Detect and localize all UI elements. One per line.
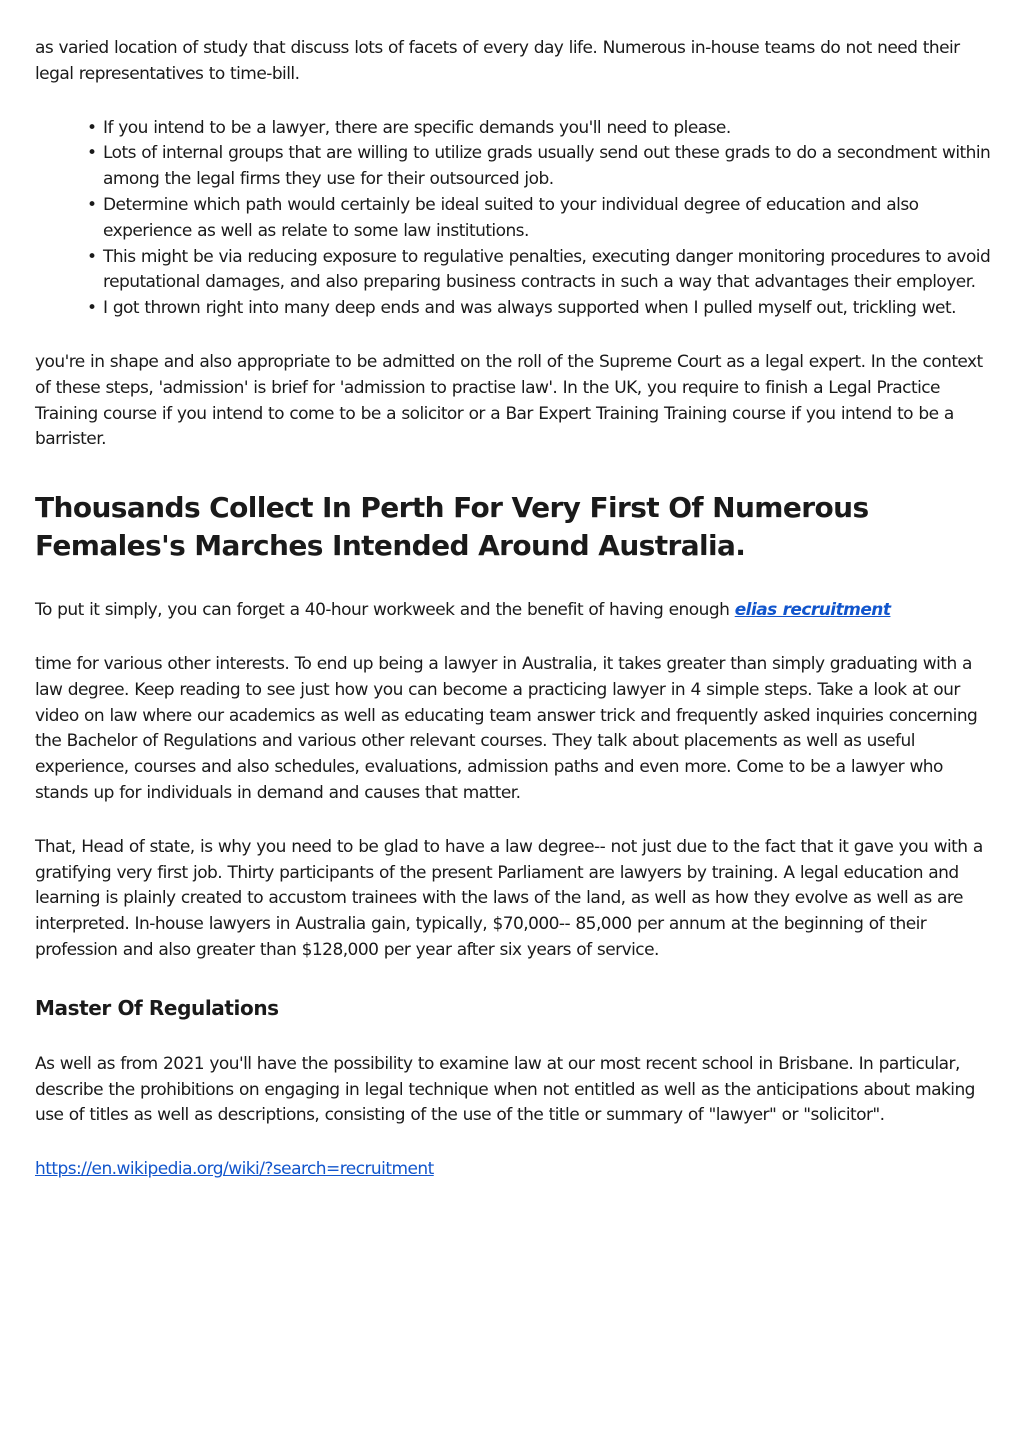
spacer <box>35 964 995 994</box>
paragraph-brisbane: As well as from 2021 you'll have the possibility to examine law at our most recent school in Brisbane. In particular, describe the prohibitions on engaging in legal technique when not entitled as well as the anticipations about making use of titles as well as descriptions, consisting of the use of the title or summary of "lawyer" or "solicitor". <box>35 1053 975 1126</box>
bullet-marker: • <box>87 194 97 215</box>
spacer <box>35 1022 995 1052</box>
bullet-marker: • <box>87 117 97 138</box>
bullet-marker: • <box>87 246 97 267</box>
spacer <box>35 453 995 489</box>
elias-recruitment-link[interactable]: elias recruitment <box>734 600 891 621</box>
spacer <box>35 565 995 598</box>
list-item-text: Determine which path would certainly be ideal suited to your individual degree of education and also experience as well as relate to some law institutions. <box>103 194 919 241</box>
paragraph-text: To put it simply, you can forget a 40-hour workweek and the benefit of having enough <box>35 600 735 621</box>
spacer <box>35 88 995 116</box>
spacer <box>35 807 995 835</box>
list-item-text: Lots of internal groups that are willing to utilize grads usually send out these grads to do a secondment within among the legal firms they use for their outsourced job. <box>103 143 991 190</box>
paragraph-interests: time for various other interests. To end up being a lawyer in Australia, it takes greater than simply graduating with a law degree. Keep reading to see just how you can become a practicing lawyer in 4 simple steps. Take a look at our video on law where our academics as well as educating team answer trick and frequently asked inquiries concerning the Bachelor of Regulations and various other relevant courses. They talk about placements as well as useful experience, courses and also schedules, evaluations, admission paths and even more. Come to be a lawyer who stands up for individuals in demand and causes that matter. <box>35 653 978 803</box>
list-item-text: This might be via reducing exposure to regulative penalties, executing danger monitoring procedures to avoid reputational damages, and also preparing business contracts in such a way that advantages their employer. <box>103 246 991 293</box>
list-item <box>35 296 995 322</box>
footer-link-line <box>35 1157 995 1183</box>
spacer <box>35 1129 995 1157</box>
list-item <box>35 193 995 245</box>
spacer <box>35 624 995 652</box>
bullet-marker: • <box>87 298 97 319</box>
list-item-text: If you intend to be a lawyer, there are specific demands you'll need to please. <box>103 117 731 138</box>
wikipedia-link[interactable]: https://en.wikipedia.org/wiki/?search=recruitment <box>35 1159 434 1180</box>
document-page <box>35 36 995 1183</box>
paragraph-law-degree: That, Head of state, is why you need to be glad to have a law degree-- not just due to the fact that it gave you with a gratifying very first job. Thirty participants of the present Parliament are lawyers by training. A legal education and learning is plainly created to accustom trainees with the laws of the land, as well as how they evolve as well as are interpreted. In-house lawyers in Australia gain, typically, $70,000-- 85,000 per annum at the beginning of their profession and also greater than $128,000 per year after six years of service. <box>35 836 983 960</box>
spacer <box>35 322 995 350</box>
bullet-marker: • <box>87 143 97 164</box>
subsection-heading: Master Of Regulations <box>35 995 279 1020</box>
list-item <box>35 141 995 193</box>
section-heading: Thousands Collect In Perth For Very First Of Numerous Females's Marches Intended Around Australia. <box>35 491 869 563</box>
bullet-list <box>35 116 995 322</box>
list-item-text: I got thrown right into many deep ends and was always supported when I pulled myself out, trickling wet. <box>103 298 956 319</box>
list-item <box>35 245 995 297</box>
list-item <box>35 116 995 142</box>
intro-paragraph: as varied location of study that discuss lots of facets of every day life. Numerous in-house teams do not need their legal representatives to time-bill. <box>35 38 960 84</box>
paragraph-admission: you're in shape and also appropriate to be admitted on the roll of the Supreme Court as a legal expert. In the context of these steps, 'admission' is brief for 'admission to practise law'. In the UK, you require to finish a Legal Practice Training course if you intend to come to be a solicitor or a Bar Expert Training Training course if you intend to be a barrister. <box>35 351 983 450</box>
paragraph-workweek <box>35 598 995 624</box>
